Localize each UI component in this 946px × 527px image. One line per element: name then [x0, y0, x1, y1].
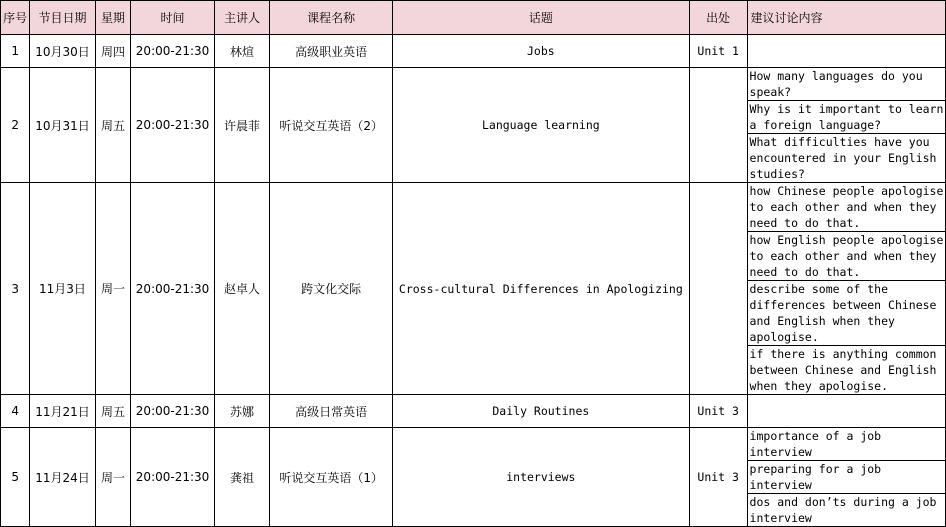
- cell-source[interactable]: Unit 3: [689, 395, 747, 428]
- cell-course[interactable]: 跨文化交际: [270, 183, 392, 395]
- discussion-list: [748, 183, 945, 394]
- cell-weekday[interactable]: 周一: [95, 183, 131, 395]
- header-weekday[interactable]: 星期: [95, 1, 131, 35]
- cell-no[interactable]: 2: [1, 68, 30, 183]
- cell-time[interactable]: 20:00-21:30: [131, 183, 214, 395]
- cell-weekday[interactable]: 周五: [95, 395, 131, 428]
- cell-topic[interactable]: Daily Routines: [392, 395, 689, 428]
- cell-topic[interactable]: interviews: [392, 428, 689, 527]
- table-row: [1, 395, 946, 428]
- cell-weekday[interactable]: 周五: [95, 68, 131, 183]
- cell-weekday[interactable]: 周四: [95, 35, 131, 68]
- cell-date[interactable]: 11月21日: [30, 395, 95, 428]
- cell-discussion[interactable]: [747, 35, 945, 68]
- cell-speaker[interactable]: 林煊: [214, 35, 270, 68]
- cell-discussion[interactable]: [747, 68, 945, 183]
- header-course[interactable]: 课程名称: [270, 1, 392, 35]
- discussion-item[interactable]: dos and don’ts during a job interview: [749, 495, 937, 525]
- discussion-list: [748, 68, 945, 182]
- discussion-item[interactable]: if there is anything common between Chinese and English when they apologise.: [749, 347, 937, 393]
- cell-weekday[interactable]: 周一: [95, 428, 131, 527]
- cell-time[interactable]: 20:00-21:30: [131, 68, 214, 183]
- cell-source[interactable]: Unit 3: [689, 428, 747, 527]
- discussion-list: [748, 428, 945, 526]
- cell-topic[interactable]: Language learning: [392, 68, 689, 183]
- header-speaker[interactable]: 主讲人: [214, 1, 270, 35]
- cell-discussion[interactable]: [747, 395, 945, 428]
- table-row: [1, 428, 946, 527]
- cell-no[interactable]: 4: [1, 395, 30, 428]
- discussion-item[interactable]: how Chinese people apologise to each other and when they need to do that.: [749, 184, 944, 230]
- cell-no[interactable]: 5: [1, 428, 30, 527]
- table-row: [1, 183, 946, 395]
- cell-no[interactable]: 1: [1, 35, 30, 68]
- cell-speaker[interactable]: 龚祖: [214, 428, 270, 527]
- discussion-item[interactable]: importance of a job interview: [748, 428, 945, 461]
- header-source[interactable]: 出处: [689, 1, 747, 35]
- cell-speaker[interactable]: 许晨菲: [214, 68, 270, 183]
- cell-speaker[interactable]: 赵卓人: [214, 183, 270, 395]
- cell-discussion[interactable]: [747, 183, 945, 395]
- header-discussion[interactable]: 建议讨论内容: [747, 1, 945, 35]
- cell-topic[interactable]: Cross-cultural Differences in Apologizing: [392, 183, 689, 395]
- header-row: [1, 1, 946, 35]
- cell-date[interactable]: 10月31日: [30, 68, 95, 183]
- table-row: [1, 68, 946, 183]
- header-topic[interactable]: 话题: [392, 1, 689, 35]
- cell-course[interactable]: 听说交互英语（1）: [270, 428, 392, 527]
- cell-time[interactable]: 20:00-21:30: [131, 35, 214, 68]
- discussion-item[interactable]: preparing for a job interview: [748, 461, 945, 494]
- cell-speaker[interactable]: 苏娜: [214, 395, 270, 428]
- discussion-item[interactable]: how English people apologise to each other and when they need to do that.: [749, 233, 944, 279]
- cell-time[interactable]: 20:00-21:30: [131, 428, 214, 527]
- cell-date[interactable]: 10月30日: [30, 35, 95, 68]
- cell-topic[interactable]: Jobs: [392, 35, 689, 68]
- header-time[interactable]: 时间: [131, 1, 214, 35]
- cell-course[interactable]: 听说交互英语（2）: [270, 68, 392, 183]
- cell-date[interactable]: 11月24日: [30, 428, 95, 527]
- cell-source[interactable]: [689, 183, 747, 395]
- cell-no[interactable]: 3: [1, 183, 30, 395]
- discussion-item[interactable]: What difficulties have you encountered in your English studies?: [749, 135, 937, 181]
- cell-course[interactable]: 高级日常英语: [270, 395, 392, 428]
- discussion-item[interactable]: Why is it important to learn a foreign language?: [749, 102, 944, 132]
- discussion-item[interactable]: How many languages do you speak?: [748, 68, 945, 101]
- header-date[interactable]: 节目日期: [30, 1, 95, 35]
- cell-course[interactable]: 高级职业英语: [270, 35, 392, 68]
- discussion-item[interactable]: describe some of the differences between Chinese and English when they apologise.: [748, 281, 945, 346]
- cell-time[interactable]: 20:00-21:30: [131, 395, 214, 428]
- cell-source[interactable]: [689, 68, 747, 183]
- header-no[interactable]: 序号: [1, 1, 30, 35]
- cell-discussion[interactable]: [747, 428, 945, 527]
- cell-source[interactable]: Unit 1: [689, 35, 747, 68]
- cell-date[interactable]: 11月3日: [30, 183, 95, 395]
- table-row: [1, 35, 946, 68]
